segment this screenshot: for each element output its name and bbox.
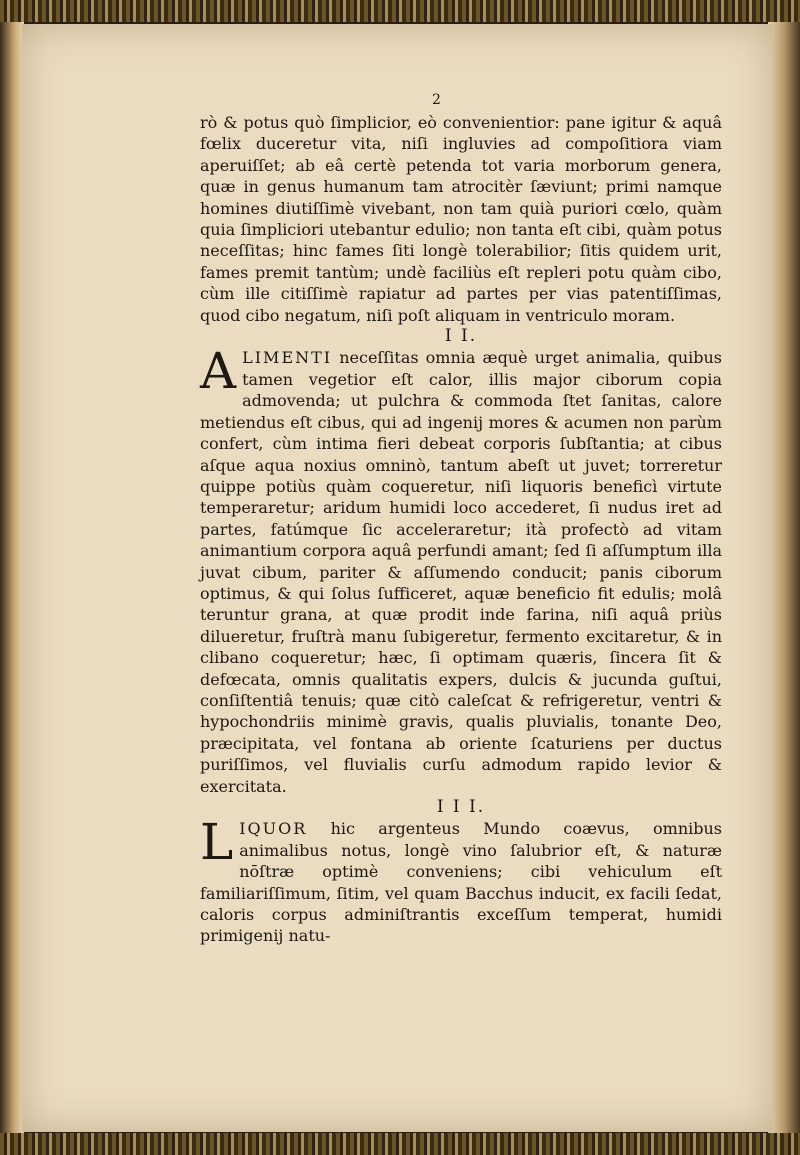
section-3-body: hic argenteus Mundo coævus, omnibus animalibus notus, longè vino ſalubrior eſt, & naturæ nōſtræ optimè conveniens; cibi vehiculum eſt familiariſſimum, ſitim, vel quam Bacchus inducit, ex facili ſedat, caloris corpus adminiſtrantis exceſſum temperat, humidi primigenij natu-: [200, 819, 722, 946]
page-number: 2: [432, 92, 441, 108]
page-text: [200, 92, 722, 947]
intro-paragraph: rò & potus quò ſimplicior, eò convenientior: pane igitur & aquâ fœlix duceretur vita, niſi ingluvies ad compoſitiora viam aperuiſſet; ab eâ certè petenda tot varia morborum genera, quæ in genus humanum tam atrocitèr ſæviunt; primi namque homines diutiſſimè vivebant, non tam quià puriori cœlo, quàm quia ſimpliciori utebantur edulio; non tanta eſt cibi, quàm potus neceſſitas; hinc fames ſiti longè tolerabilior; ſitis quidem urit, fames premit tantùm; undè faciliùs eſt repleri potu quàm cibo, cùm ille citiſſimè rapiatur ad partes per vias patentiſſimas, quod cibo negatum, niſi poſt aliquam in ventriculo moram.: [200, 113, 722, 325]
bottom-page-edge: [0, 1133, 800, 1155]
right-page-stack: [768, 22, 800, 1133]
section-3-lead: IQUOR: [239, 819, 308, 839]
section-2-paragraph: [200, 342, 722, 797]
top-page-edge: [0, 0, 800, 22]
dropcap-3: L: [200, 813, 234, 872]
section-3-paragraph: [200, 813, 722, 946]
section-number-2: I I.: [444, 326, 478, 347]
section-number-3: I I I.: [436, 797, 486, 817]
section-2-body: neceſſitas omnia æquè urget animalia, quibus tamen vegetior eſt calor, illis major ciborum copia admovenda; ut pulchra & commoda ſtet ſanitas, calore metiendus eſt cibus, qui ad ingenij mores & acumen non parùm confert, cùm intima fieri debeat corporis ſubſtantia; at cibus aſque aqua noxius omninò, tantum abeſt ut juvet; torreretur quippe potiùs quàm coqueretur, niſi liquoris beneficì virtute temperaretur; aridum humidi loco accederet, ſi nudus iret ad partes, fatúmque ſic acceleraretur; ità profectò ad vitam animantium corpora aquâ perfundi amant; ſed ſi aſſumptum illa juvat cibum, pariter & aſſumendo conducit; panis ciborum optimus, & qui ſolus ſufficeret, aquæ beneficio fit edulis; molâ teruntur grana, at quæ prodit inde farina, niſi aquâ priùs dilueretur, fruſtrà manu ſubigeretur, fermento excitaretur, & in clibano coqueretur; hæc, ſi optimam quæris, ſincera ſit & defœcata, omnis qualitatis expers, dulcis & jucunda guſtui, conſiſtentiâ tenuis; quæ citò caleſcat & refrigeretur, ventri & hypochondriis minimè gravis, qualis pluvialis, tonante Deo, præcipitata, vel fontana ab oriente ſcaturiens per ductus puriſſimos, vel fluvialis curſu admodum rapido levior & exercitata.: [200, 348, 722, 796]
dropcap-2: A: [200, 342, 237, 401]
section-2-lead: LIMENTI: [242, 348, 333, 368]
left-page-stack: [0, 22, 24, 1133]
